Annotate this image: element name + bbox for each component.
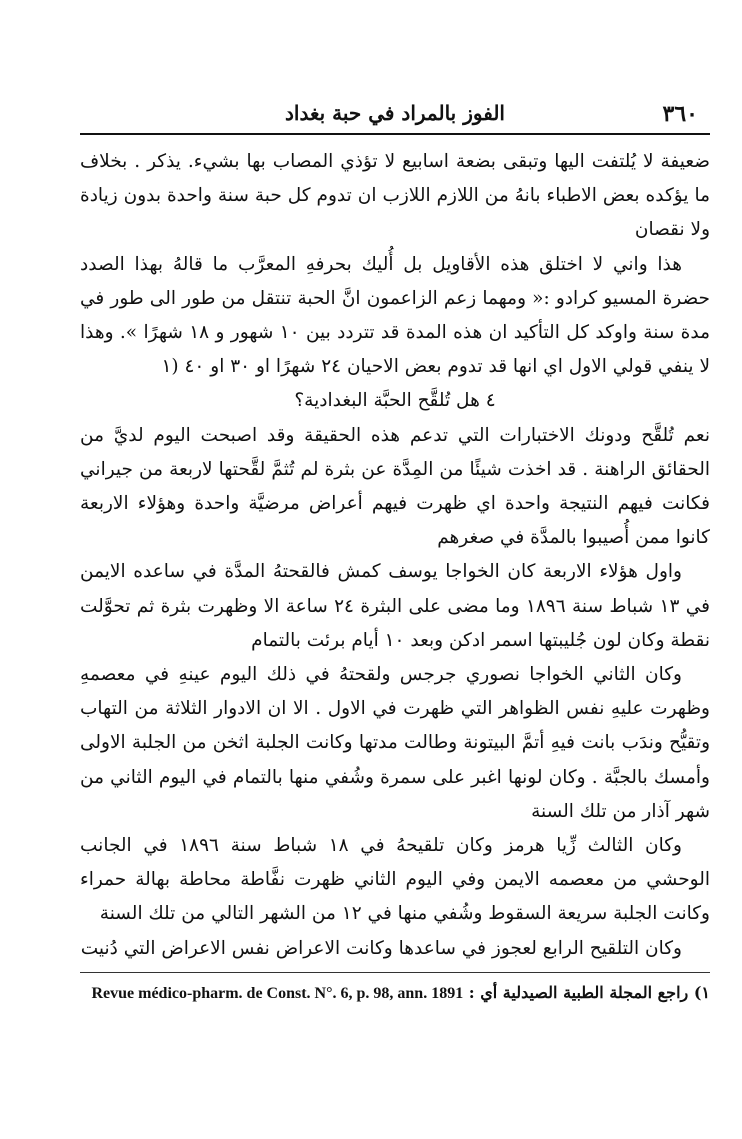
running-title: الفوز بالمراد في حبة بغداد [285,101,505,125]
paragraph-5: وكان الثاني الخواجا نصوري جرجس ولقحتهُ في ذلك اليوم عينهِ في معصمهِ وظهرت عليهِ نفس الظواهر التي ظهرت في الاول . الا ان الادوار الثلاثة من التهاب وتقيُّح وندَب بانت فيهِ أتمَّ البيتونة وطالت مدتها وكانت الجلبة اثخن من الجلبة الاولى وأمسك بالجبَّة . وكان لونها اغبر على سمرة وشُفي منها بالتمام في اليوم الثاني من شهر آذار من تلك السنة [80,664,710,822]
page-header [80,95,710,133]
paragraph-1: ضعيفة لا يُلتفت اليها وتبقى بضعة اسابيع لا تؤذي المصاب بها بشيء. يذكر . بخلاف ما يؤكده بعض الاطباء بانهُ من اللازم اللازب ان تدوم كل حبة سنة واحدة بدون زيادة ولا نقصان [80,151,710,241]
book-page [80,95,710,1125]
paragraph-2: هذا واني لا اختلق هذه الأقاويل بل أُليك بحرفهِ المعرَّب ما قالهُ بهذا الصدد حضرة المسيو كرادو :« ومهما زعم الزاعمون انَّ الحبة تنتقل من طور الى طور في مدة سنة واوكد كل التأكيد ان هذه المدة قد تتردد بين ١٠ شهور و ١٨ شهرًا ». وهذا لا ينفي قولي الاول اي انها قد تدوم بعض الاحيان ٢٤ شهرًا او ٣٠ او ٤٠ (١ [80,253,710,378]
paragraph-7: وكان التلقيح الرابع لعجوز في ساعدها وكانت الاعراض نفس الاعراض التي دُنيت [80,937,682,959]
paragraph-6: وكان الثالث زِّيا هرمز وكان تلقيحهُ في ١٨ شباط سنة ١٨٩٦ في الجانب الوحشي من معصمه الايمن وفي اليوم الثاني ظهرت نفَّاطة محاطة بهالة حمراء وكانت الجلبة سريعة السقوط وشُفي منها في ١٢ من الشهر التالي من تلك السنة [80,835,710,925]
footnote-citation: Revue médico-pharm. de Const. N°. 6, p. 98, ann. 1891 [91,984,464,1002]
section-heading: ٤ هل تُلقَّح الحبَّة البغدادية؟ [294,390,496,412]
footnote-arabic: راجع المجلة الطبية الصيدلية أي : [468,982,689,1002]
header-rule [80,133,710,135]
footnote-marker: ١) [693,982,710,1002]
page-number: ٣٦٠ [662,101,698,127]
footnote [80,979,710,1008]
footnote-rule [80,972,710,973]
paragraph-4: واول هؤلاء الاربعة كان الخواجا يوسف كمش فالقحتهُ المدَّة في ساعده الايمن في ١٣ شباط سنة ١٨٩٦ وما مضى على البثرة ٢٤ ساعة الا وظهرت بثرة ثم تحوَّلت نقطة وكان لون جُليبتها اسمر ادكن وبعد ١٠ أيام برئت بالتمام [80,561,710,651]
body-text [80,145,710,966]
paragraph-3: نعم تُلقَّح ودونك الاختبارات التي تدعم هذه الحقيقة وقد اصبحت اليوم لديَّ من الحقائق الراهنة . قد اخذت شيئًا من المِدَّة عن بثرة لم تُثمَّ لقَّحتها لاربعة من جيراني فكانت فيهم النتيجة واحدة اي ظهرت فيهم أعراض مرضيَّة واحدة وهؤلاء الاربعة كانوا ممن أُصيبوا بالمدَّة في صغرهم [80,424,710,549]
